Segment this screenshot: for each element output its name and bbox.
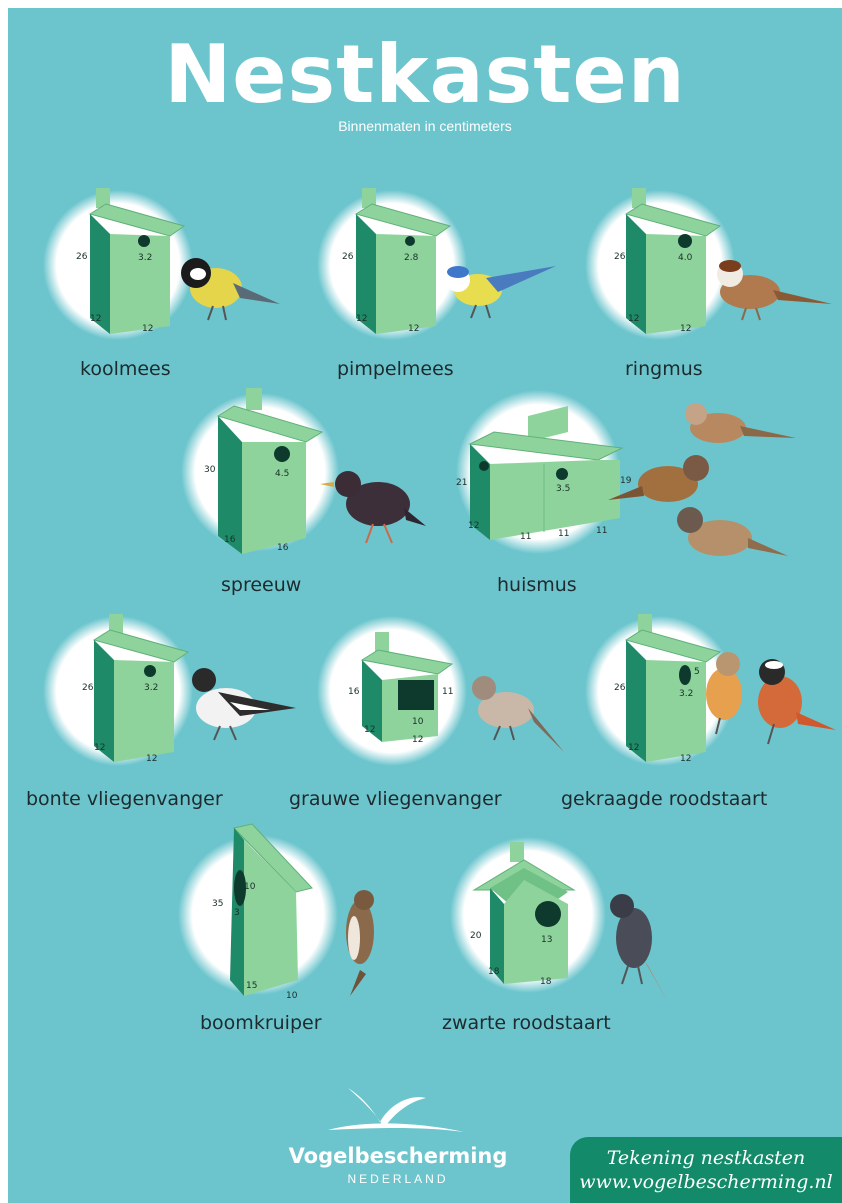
width-dim: 12 (412, 735, 424, 745)
width-dim: 10 (286, 991, 298, 1001)
nestbox-koolmees (43, 188, 280, 340)
hole-dim: 13 (541, 935, 553, 945)
width-dim: 18 (540, 977, 552, 987)
depth-dim: 16 (224, 535, 236, 545)
width-dim: 12 (408, 324, 420, 334)
label-ringmus: ringmus (625, 358, 703, 380)
bird-ringmus (717, 260, 832, 320)
height-dim: 35 (212, 899, 224, 909)
label-huismus: huismus (497, 574, 577, 596)
logo-country: NEDERLAND (347, 1172, 449, 1186)
width-dim: 16 (277, 543, 289, 553)
entrance-hole (678, 234, 692, 248)
nestbox-bonte-vliegenvanger (43, 614, 296, 766)
bird-zwarte-roodstaart (610, 894, 668, 1002)
half-open-front (398, 680, 434, 710)
label-spreeuw: spreeuw (221, 574, 302, 596)
hole-dim: 3.2 (679, 689, 694, 699)
height-dim: 20 (470, 931, 482, 941)
height-dim: 26 (614, 252, 626, 262)
width-dim: 12 (680, 754, 692, 764)
depth-dim: 12 (628, 743, 640, 753)
footer-website-link[interactable]: www.vogelbescherming.nl (579, 1171, 833, 1193)
width-dim-c: 11 (596, 526, 608, 536)
label-gekraagde-roodstaart: gekraagde roodstaart (561, 788, 768, 810)
label-bonte-vliegenvanger: bonte vliegenvanger (26, 788, 223, 810)
depth-dim: 12 (356, 314, 368, 324)
footer-line-1: Tekening nestkasten (606, 1147, 806, 1169)
page-title: Nestkasten (164, 28, 686, 121)
entrance-hole (556, 468, 568, 480)
bird-koolmees (181, 258, 280, 320)
nestbox-zwarte-roodstaart (450, 837, 668, 1002)
depth-dim: 18 (488, 967, 500, 977)
nestbox-pimpelmees (317, 188, 556, 340)
entrance-hole (274, 446, 290, 462)
width-dim-b: 11 (558, 529, 570, 539)
hole-dim: 3.2 (138, 253, 153, 263)
logo-name: Vogelbescherming (288, 1144, 508, 1168)
hole-extra-dim: 5 (694, 667, 700, 677)
hole-dim: 2.8 (404, 253, 419, 263)
height-dim: 26 (82, 683, 94, 693)
entrance-hole (535, 901, 561, 927)
opening-width-dim: 10 (412, 717, 424, 727)
label-koolmees: koolmees (80, 358, 171, 380)
entrance-hole (144, 665, 156, 677)
height-dim: 30 (204, 465, 216, 475)
hole-dim: 4.0 (678, 253, 693, 263)
entrance-hole (679, 665, 691, 685)
height-dim: 26 (342, 252, 354, 262)
depth-dim: 15 (246, 981, 258, 991)
hole-dim: 10 (244, 882, 256, 892)
entrance-hole (138, 235, 150, 247)
width-dim: 12 (142, 324, 154, 334)
depth-dim: 12 (364, 725, 376, 735)
bird-huismus (608, 403, 796, 556)
poster (8, 8, 842, 1203)
bird-spreeuw (320, 471, 426, 543)
illustrations (8, 8, 842, 1203)
bird-gekraagde-roodstaart (706, 652, 836, 744)
opening-height-dim: 11 (442, 687, 454, 697)
nestbox-spreeuw (181, 388, 426, 554)
footer-card (570, 1137, 842, 1203)
nestbox-ringmus (585, 188, 832, 340)
entrance-hole (405, 236, 415, 246)
height-dim: 26 (76, 252, 88, 262)
height-right-dim: 19 (620, 476, 632, 486)
label-zwarte-roodstaart: zwarte roodstaart (442, 1012, 611, 1034)
page-subtitle: Binnenmaten in centimeters (338, 118, 512, 134)
label-pimpelmees: pimpelmees (337, 358, 454, 380)
depth-dim: 12 (94, 743, 106, 753)
hole-width-dim: 3 (234, 908, 240, 918)
width-dim: 12 (146, 754, 158, 764)
hole-dim: 3.5 (556, 484, 571, 494)
hole-dim: 4.5 (275, 469, 290, 479)
width-dim-a: 11 (520, 532, 532, 542)
height-dim: 26 (614, 683, 626, 693)
nestbox-grauwe-vliegenvanger (317, 616, 564, 766)
label-boomkruiper: boomkruiper (200, 1012, 322, 1034)
height-dim: 21 (456, 478, 468, 488)
nestbox-boomkruiper (178, 824, 374, 1001)
label-grauwe-vliegenvanger: grauwe vliegenvanger (289, 788, 502, 810)
width-dim: 12 (680, 324, 692, 334)
hole-dim: 3.2 (144, 683, 159, 693)
depth-dim: 12 (90, 314, 102, 324)
nestbox-gekraagde-roodstaart (585, 614, 836, 766)
logo-bird-icon (328, 1088, 464, 1132)
bird-bonte-vliegenvanger (192, 668, 296, 740)
nestbox-huismus (456, 390, 796, 556)
entrance-hole (479, 461, 489, 471)
bird-grauwe-vliegenvanger (472, 676, 564, 752)
height-dim: 16 (348, 687, 360, 697)
bird-boomkruiper (346, 890, 374, 996)
bird-pimpelmees (446, 266, 556, 318)
depth-dim: 12 (628, 314, 640, 324)
depth-dim: 12 (468, 521, 480, 531)
